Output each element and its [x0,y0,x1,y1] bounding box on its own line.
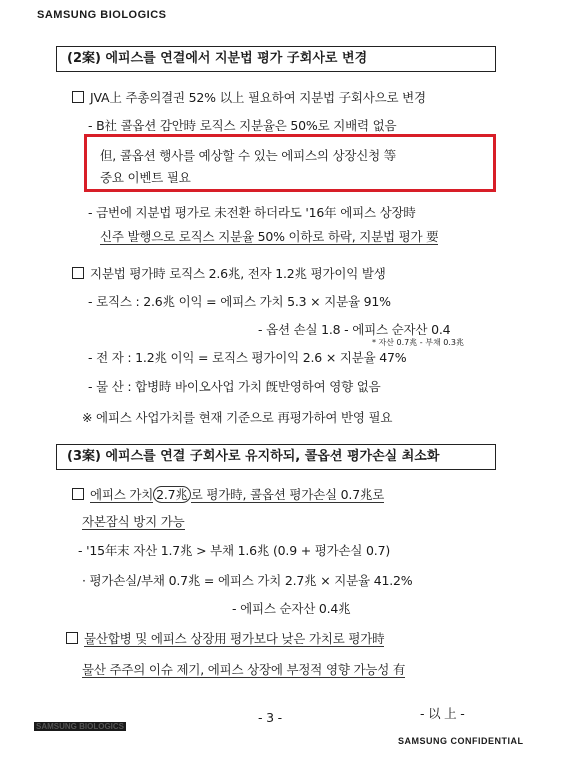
footer-logo: SAMSUNG BIOLOGICS [36,722,125,731]
s2-item2-line3: - 전 자 : 1.2兆 이익 = 로직스 평가이익 2.6 × 지분율 47% [88,350,407,365]
section-2-title: (2案) 에피스를 연결에서 지분법 평가 子회사로 변경 [56,46,496,72]
s3-item1-line1: - '15年末 자산 1.7兆 > 부채 1.6兆 (0.9 + 평가손실 0.7) [78,543,391,558]
company-header: SAMSUNG BIOLOGICS [37,9,167,21]
checkbox-icon [72,267,84,279]
circled-value: 2.7兆 [153,486,191,503]
s3-item1-cont: 자본잠식 방지 가능 [82,514,185,529]
s3-item2-main: 물산합병 및 에피스 상장用 평가보다 낮은 가치로 평가時 [66,631,384,647]
s2-item1-sub2b: 신주 발행으로 로직스 지분율 50% 이하로 하락, 지분법 평가 要 [100,229,439,244]
section-3-title: (3案) 에피스를 연결 子회사로 유지하되, 콜옵션 평가손실 최소화 [56,444,496,470]
s2-item2-line2: - 옵션 손실 1.8 - 에피스 순자산 0.4 [258,322,451,337]
s3-item1-line3: - 에피스 순자산 0.4兆 [232,601,351,616]
s3-item1-main: 에피스 가치 2.7兆 로 평가時, 콜옵션 평가손실 0.7兆로 [72,487,384,503]
s2-highlight-line2: 중요 이벤트 필요 [100,170,191,185]
s2-item2-line1: - 로직스 : 2.6兆 이익 = 에피스 가치 5.3 × 지분율 91% [88,294,391,309]
s3-item1-line2: · 평가손실/부채 0.7兆 = 에피스 가치 2.7兆 × 지분율 41.2% [82,573,413,588]
s2-item2-note: * 자산 0.7兆 - 부채 0.3兆 [372,338,464,347]
s2-item2-line5: ※ 에피스 사업가치를 현재 기준으로 再평가하여 반영 필요 [82,410,393,425]
s3-item2-cont: 물산 주주의 이슈 제기, 에피스 상장에 부정적 영향 가능성 有 [82,662,406,677]
end-mark: - 以 上 - [420,706,465,721]
s2-item2-main: 지분법 평가時 로직스 2.6兆, 전자 1.2兆 평가이익 발생 [72,266,386,282]
s2-item1-main: JVA上 주총의결권 52% 以上 필요하여 지분법 子회사으로 변경 [72,90,426,106]
confidential-stamp: SAMSUNG CONFIDENTIAL [398,736,524,746]
s2-item1-sub1: - B社 콜옵션 감안時 로직스 지분율은 50%로 지배력 없음 [88,118,397,133]
s2-item1-sub2a: - 금번에 지분법 평가로 未전환 하더라도 '16年 에피스 상장時 [88,205,416,220]
s2-highlight-line1: 但, 콜옵션 행사를 예상할 수 있는 에피스의 상장신청 等 [100,148,397,163]
checkbox-icon [66,632,78,644]
s2-item2-line4: - 물 산 : 합병時 바이오사업 가치 旣반영하여 영향 없음 [88,379,381,394]
checkbox-icon [72,91,84,103]
page-number: - 3 - [258,710,282,725]
checkbox-icon [72,488,84,500]
